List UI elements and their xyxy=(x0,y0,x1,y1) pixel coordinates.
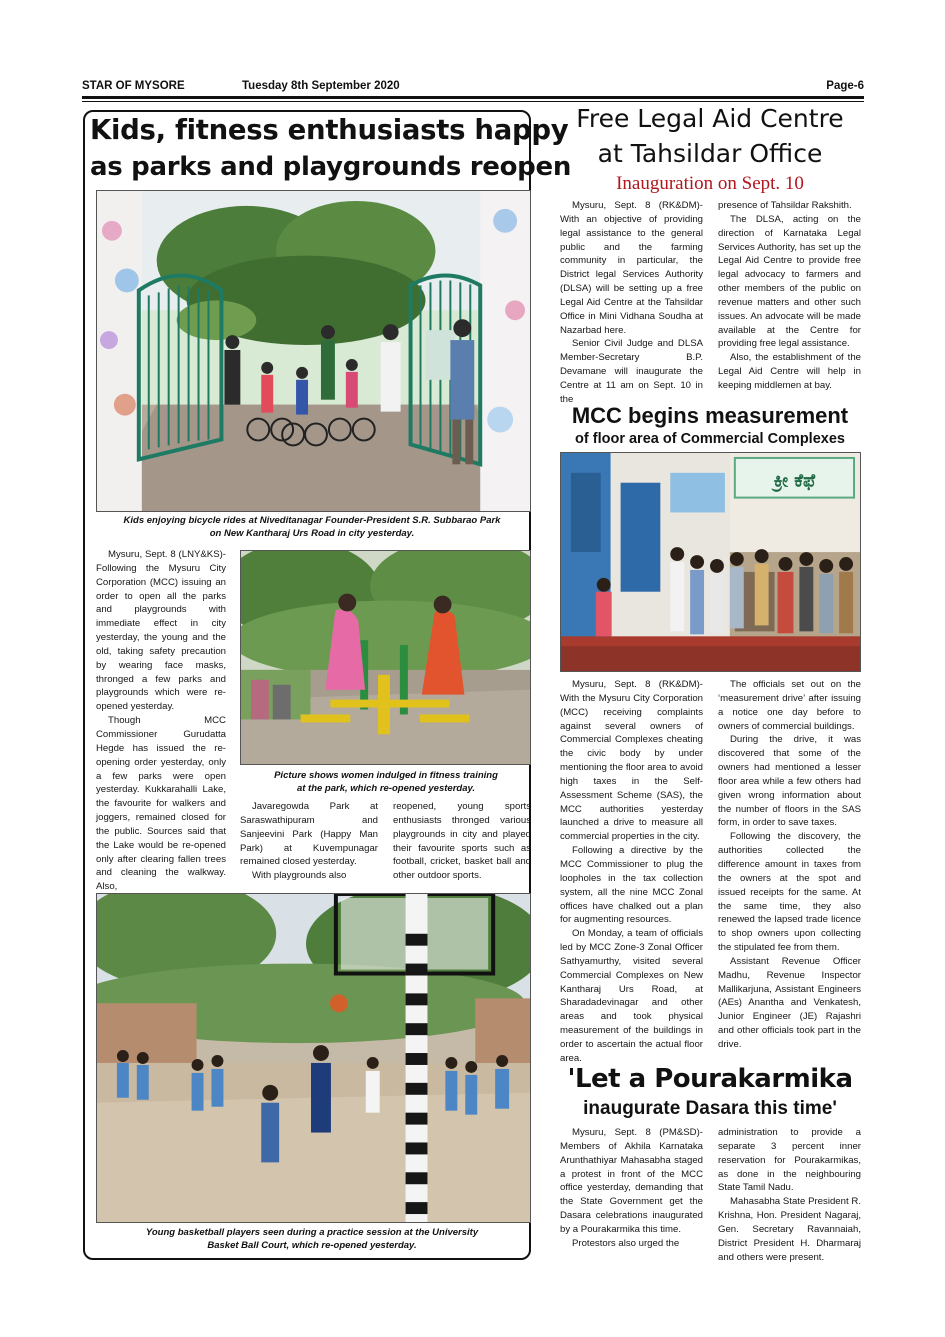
parks-col2-para1: Javaregowda Park at Saraswathipuram and Sanjeevini Park (Happy Man Park) at Kuvempunagar remained closed yesterday. xyxy=(240,801,378,868)
legal-subheadline: Inauguration on Sept. 10 xyxy=(616,173,804,194)
masthead-rule-thin xyxy=(82,101,864,102)
pourakarmika-headline-line2: inaugurate Dasara this time' xyxy=(583,1098,837,1119)
pourakarmika-column-1 xyxy=(560,1126,703,1251)
mcc-col2-para3: Following the discovery, the authorities collected the difference amount in taxes from the owners at the spot and issued receipts for the same. At the same time, they also renewed the lapsed trade licence to shop owners upon collecting the stipulated fee from them. xyxy=(718,831,861,954)
basketball-caption-line2: Basket Ball Court, which re-opened yesterday. xyxy=(207,1239,417,1251)
mcc-col2-para1: The officials set out on the ‘measurement drive’ after issuing a notice one day before to owners of commercial buildings. xyxy=(718,679,861,732)
pourakarmika-col1-para1: Mysuru, Sept. 8 (PM&SD)- Members of Akhila Karnataka Arunthathiyar Mahasabha staged a protest in front of the MCC office yesterday, demanding that the State Government get the Dasara celebrations inaugurated by a Pourakarmika this time. xyxy=(560,1127,703,1235)
fitness-caption-line1: Picture shows women indulged in fitness training xyxy=(274,770,498,781)
mcc-col2-para4: Assistant Revenue Officer Madhu, Revenue Inspector Mallikarjuna, Assistant Engineers (AEs) Anantha and Venkatesh, Junior Engineer (JE) Rajashri and other officials took part in the drive. xyxy=(718,955,861,1050)
parks-column-3 xyxy=(393,800,531,883)
mcc-col2-para2: During the drive, it was discovered that some of the owners had mentioned a lesser floor area while a few others had given wrong information about the number of floors in the SAS form, in order to save taxes. xyxy=(718,734,861,829)
mcc-headline-line1: MCC begins measurement xyxy=(571,403,849,428)
parks-headline-line2: as parks and playgrounds reopen xyxy=(90,152,572,182)
masthead-rule xyxy=(82,96,864,99)
basketball-caption-line1: Young basketball players seen during a practice session at the University xyxy=(145,1227,479,1238)
pourakarmika-headline-line1: 'Let a Pourakarmika xyxy=(567,1064,853,1094)
legal-col2-para1: presence of Tahsildar Rakshith. xyxy=(718,200,852,211)
parks-column-2 xyxy=(240,800,378,883)
parks-col2-para2: With playgrounds also xyxy=(252,870,347,882)
park-gate-caption-line1: Kids enjoying bicycle rides at Niveditanagar Founder-President S.R. Subbarao Park xyxy=(123,515,501,526)
park-gate-caption-line2: on New Kantharaj Urs Road in city yesterday. xyxy=(209,527,415,539)
pourakarmika-column-2 xyxy=(718,1126,861,1264)
issue-date: Tuesday 8th September 2020 xyxy=(242,80,400,92)
mcc-column-1 xyxy=(560,678,703,1066)
mcc-col1-para2: Following a directive by the MCC Commissioner to plug the loopholes in the tax collection system, all the nine MCC Zonal offices have chalked out a plan for augmenting resources. xyxy=(560,845,703,926)
park-gate-photo xyxy=(96,190,531,512)
pourakarmika-col1-para2: Protestors also urged the xyxy=(572,1237,680,1249)
newspaper-name: STAR OF MYSORE xyxy=(82,80,185,92)
page-number: Page-6 xyxy=(826,80,864,92)
legal-col1-para1: Mysuru, Sept. 8 (RK&DM)- With an objective of providing legal assistance to the general public and the farming community in particular, the District legal Services Authority (DLSA) will be setting up a free Legal Aid Centre at the Tahsildar Office in Mini Vidhana Soudha at Nazarbad here. xyxy=(560,200,703,336)
legal-headline-line2: at Tahsildar Office xyxy=(597,139,823,168)
pourakarmika-col2-para2: Mahasabha State President R. Krishna, Hon. President Nagaraj, Gen. Secretary Ravannaiah, District President H. Dharmaraj and others were present. xyxy=(718,1196,861,1263)
masthead xyxy=(82,80,864,96)
mcc-column-2 xyxy=(718,678,861,1052)
legal-col1-para2: Senior Civil Judge and DLSA Member-Secretary B.P. Devamane will inaugurate the Centre at 11 am on Sept. 10 in the xyxy=(560,338,703,405)
basketball-caption xyxy=(92,1227,532,1252)
parks-column-1 xyxy=(96,548,226,894)
legal-column-2 xyxy=(718,199,861,393)
fitness-caption-line2: at the park, which re-opened yesterday. xyxy=(296,782,476,794)
fitness-caption xyxy=(236,770,536,795)
parks-col3-para1: reopened, young sports enthusiasts thronged various playgrounds in city and played their favourite sports such as football, cricket, basket ball and other outdoor sports. xyxy=(393,801,531,882)
parks-col1-para1: Mysuru, Sept. 8 (LNY&KS)- Following the Mysuru City Corporation (MCC) issuing an order to open all the parks and playgrounds with immediate effect in city yesterday, the young and the old, taking safety precaution by wearing face masks, thronged a few parks and playgrounds which were re-opened yesterday. xyxy=(96,549,226,713)
fitness-photo xyxy=(240,550,531,765)
basketball-photo xyxy=(96,893,531,1223)
legal-column-1 xyxy=(560,199,703,407)
mcc-measurement-photo xyxy=(560,452,861,672)
mcc-headline-line2: of floor area of Commercial Complexes xyxy=(575,431,845,447)
park-gate-caption xyxy=(92,515,532,540)
parks-col1-para2: Though MCC Commissioner Gurudatta Hegde has issued the re-opening order yesterday, only a few parks were open yesterday. Kukkarahalli Lake, the favourite for walkers and joggers, remained closed for the public. Sources said that the Lake would be re-opened only after clearing fallen trees and cleaning the walkway. Also, xyxy=(96,715,226,893)
parks-headline-line1: Kids, fitness enthusiasts happy xyxy=(90,114,569,146)
pourakarmika-col2-para1: administration to provide a separate 3 percent inner reservation for Pourakarmikas, as done in the neighbouring State Tamil Nadu. xyxy=(718,1127,861,1194)
mcc-col1-para3: On Monday, a team of officials led by MCC Zone-3 Zonal Officer Sathyamurthy, visited several Commercial Complexes on New Kantharaj Urs Road, at Sharadadevinagar and other areas and took physical measurement of the buildings in order to ascertain the actual floor area. xyxy=(560,928,703,1064)
legal-col2-para3: Also, the establishment of the Legal Aid Centre will help in keeping middlemen at bay. xyxy=(718,352,861,391)
mcc-col1-para1: Mysuru, Sept. 8 (RK&DM)- With the Mysuru City Corporation (MCC) receiving complaints against several owners of Commercial Complexes cheating the civic body by under mentioning the floor area to avoid high taxes in the Self-Assessment Scheme (SAS), the MCC authorities yesterday launched a drive to measure all commercial properties in the city. xyxy=(560,679,703,843)
legal-headline-line1: Free Legal Aid Centre xyxy=(576,104,844,133)
legal-col2-para2: The DLSA, acting on the direction of Karnataka Legal Services Authority, has set up the Legal Aid Centre to provide free legal advocacy to farmers and other members of the public on revenue matters and other such issues. An advocate will be made available at the Centre for providing free legal assistance. xyxy=(718,213,861,350)
shop-sign: ಕ್ರೀ ಕೆಫೆ xyxy=(773,470,816,492)
